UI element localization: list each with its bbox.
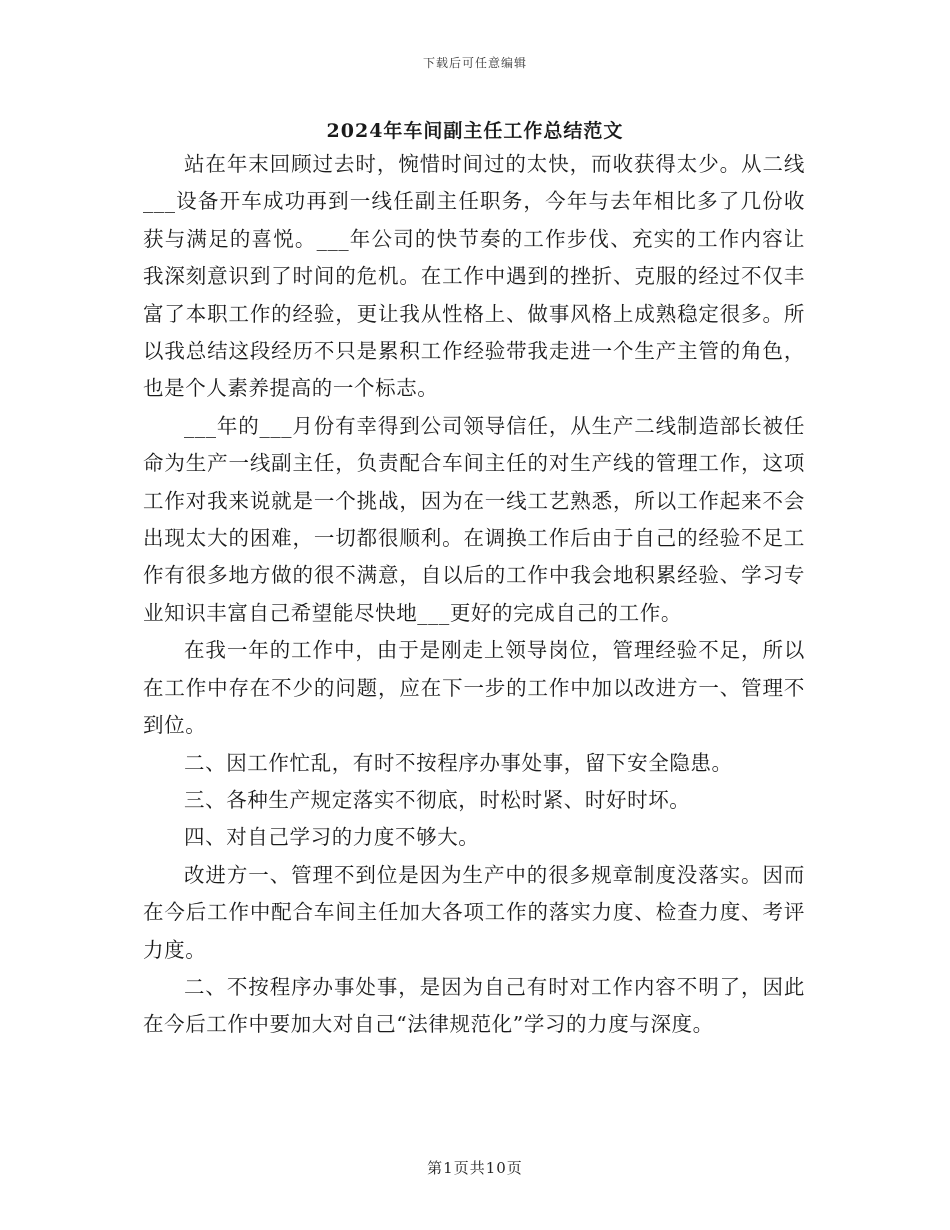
paragraph: 二、不按程序办事处事，是因为自己有时对工作内容不明了，因此在今后工作中要加大对自己“法律规范化”学习的力度与深度。: [143, 974, 805, 1037]
paragraph: 站在年末回顾过去时，惋惜时间过的太快，而收获得太少。从二线___设备开车成功再到一线任副主任职务，今年与去年相比多了几份收获与满足的喜悦。___年公司的快节奏的工作步伐、充实的工作内容让我深刻意识到了时间的危机。在工作中遇到的挫折、克服的经过不仅丰富了本职工作的经验，更让我从性格上、做事风格上成熟稳定很多。所以我总结这段经历不只是累积工作经验带我走进一个生产主管的角色，也是个人素养提高的一个标志。: [143, 152, 805, 401]
paragraph: ___年的___月份有幸得到公司领导信任，从生产二线制造部长被任命为生产一线副主任，负责配合车间主任的对生产线的管理工作，这项工作对我来说就是一个挑战，因为在一线工艺熟悉，所以工作起来不会出现太大的困难，一切都很顺利。在调换工作后由于自己的经验不足工作有很多地方做的很不满意，自以后的工作中我会地积累经验、学习专业知识丰富自己希望能尽快地___更好的完成自己的工作。: [143, 413, 805, 625]
paragraph: 二、因工作忙乱，有时不按程序办事处事，留下安全隐患。: [184, 750, 733, 775]
paragraph: 在我一年的工作中，由于是刚走上领导岗位，管理经验不足，所以在工作中存在不少的问题，应在下一步的工作中加以改进方一、管理不到位。: [143, 638, 805, 738]
paragraph: 改进方一、管理不到位是因为生产中的很多规章制度没落实。因而在今后工作中配合车间主任加大各项工作的落实力度、检查力度、考评力度。: [143, 862, 805, 962]
page-number: 第1页共10页: [427, 1159, 523, 1177]
document-title: 2024年车间副主任工作总结范文: [326, 120, 624, 142]
paragraph: 四、对自己学习的力度不够大。: [184, 825, 480, 850]
document-body: [143, 146, 805, 1044]
paragraph: 三、各种生产规定落实不彻底，时松时紧、时好时坏。: [184, 787, 691, 812]
header-note: 下载后可任意编辑: [422, 56, 527, 70]
